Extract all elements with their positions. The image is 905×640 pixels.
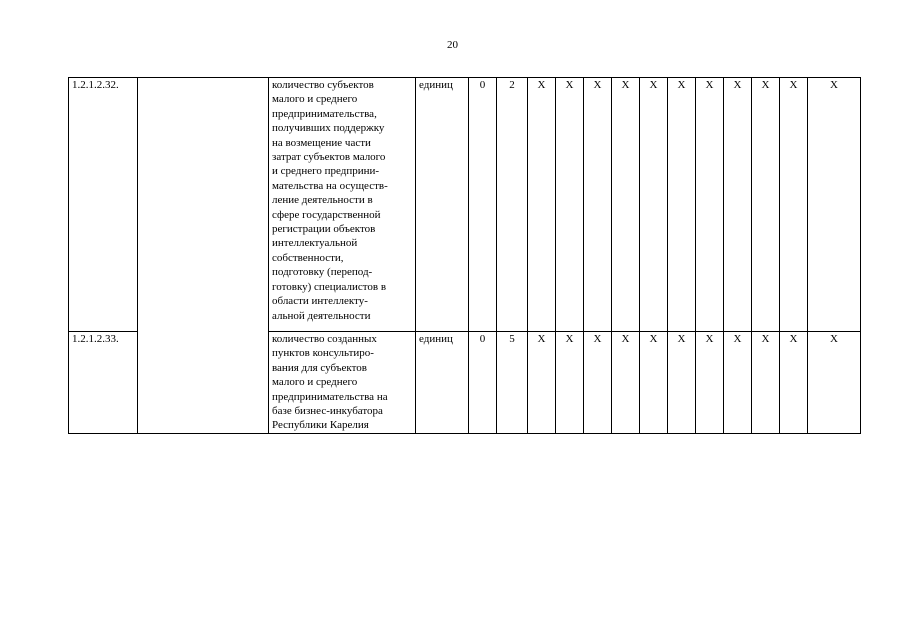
x-cell: X <box>584 78 612 332</box>
x-cell: X <box>612 332 640 434</box>
indicator-line: предпринимательства, <box>272 107 377 120</box>
page-number: 20 <box>447 39 458 51</box>
x-cell: X <box>724 332 752 434</box>
x-cell: X <box>556 332 584 434</box>
x-cell: X <box>668 332 696 434</box>
base-value-cell: 0 <box>469 78 497 332</box>
indicator-line: готовку) специалистов в <box>272 280 387 293</box>
row-code: 1.2.1.2.32. <box>69 78 138 332</box>
x-cell: X <box>612 78 640 332</box>
row-code: 1.2.1.2.33. <box>69 332 138 434</box>
indicator-line: на возмещение части <box>272 136 371 149</box>
indicator-line: вания для субъектов <box>272 361 367 374</box>
indicator-line: пунктов консультиро- <box>272 347 374 360</box>
indicator-line: количество субъектов <box>272 79 374 91</box>
table-row <box>69 78 861 332</box>
indicator-line: интеллектуальной <box>272 237 358 250</box>
indicator-line: и среднего предприни- <box>272 165 380 178</box>
x-cell: X <box>640 78 668 332</box>
indicator-line: предпринимательства на <box>272 390 388 403</box>
x-cell: X <box>640 332 668 434</box>
x-cell: X <box>808 332 861 434</box>
indicator-line: области интеллекту- <box>272 295 368 308</box>
indicator-line: альной деятельности <box>272 309 371 322</box>
indicator-text <box>269 332 416 434</box>
x-cell: X <box>696 332 724 434</box>
x-cell: X <box>584 332 612 434</box>
indicator-table <box>68 77 861 434</box>
indicator-line: базе бизнес-инкубатора <box>272 405 383 418</box>
indicator-text <box>269 78 416 332</box>
unit-cell: единиц <box>416 78 469 332</box>
indicator-line: подготовку (перепод- <box>272 266 373 279</box>
indicator-line: затрат субъектов малого <box>272 151 386 164</box>
target-value-cell: 2 <box>497 78 528 332</box>
x-cell: X <box>752 78 780 332</box>
x-cell: X <box>752 332 780 434</box>
empty-merged-cell <box>138 78 269 434</box>
indicator-line: малого и среднего <box>272 93 358 106</box>
base-value-cell: 0 <box>469 332 497 434</box>
x-cell: X <box>724 78 752 332</box>
x-cell: X <box>780 78 808 332</box>
indicator-line: сфере государственной <box>272 208 381 221</box>
indicator-line: мательства на осуществ- <box>272 179 388 192</box>
x-cell: X <box>528 78 556 332</box>
indicator-line: Республики Карелия <box>272 419 369 432</box>
indicator-line: количество созданных <box>272 333 377 345</box>
x-cell: X <box>696 78 724 332</box>
unit-cell: единиц <box>416 332 469 434</box>
x-cell: X <box>668 78 696 332</box>
indicator-line: регистрации объектов <box>272 223 376 236</box>
x-cell: X <box>528 332 556 434</box>
x-cell: X <box>808 78 861 332</box>
indicator-line: малого и среднего <box>272 376 358 389</box>
indicator-line: собственности, <box>272 251 344 264</box>
indicator-line: ление деятельности в <box>272 194 373 207</box>
indicator-line: получивших поддержку <box>272 122 385 135</box>
x-cell: X <box>556 78 584 332</box>
x-cell: X <box>780 332 808 434</box>
target-value-cell: 5 <box>497 332 528 434</box>
